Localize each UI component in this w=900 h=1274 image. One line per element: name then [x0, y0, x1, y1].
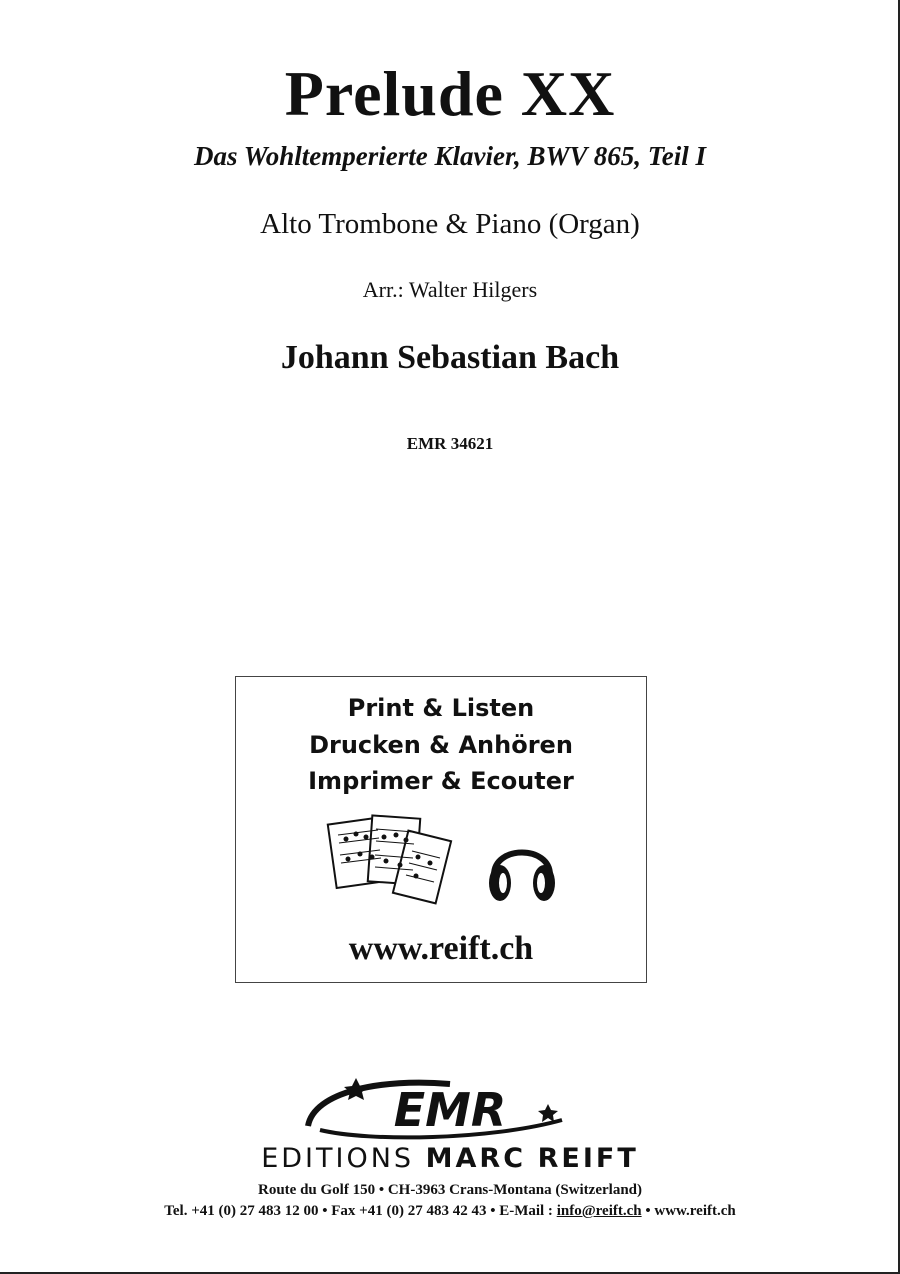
catalog-number: EMR 34621 [406, 434, 494, 453]
arranger: Arr.: Walter Hilgers [362, 277, 538, 302]
website-url[interactable]: www.reift.ch [348, 930, 534, 967]
promo-line-english: Print & Listen [347, 694, 535, 722]
publisher-address: Route du Golf 150 • CH-3963 Crans-Montana (Switzerland) [258, 1182, 642, 1198]
publisher-name-editions: EDITIONS [261, 1143, 415, 1174]
sheet-music-icon [326, 813, 456, 913]
score-subtitle: Das Wohltemperierte Klavier, BWV 865, Teil I [193, 141, 707, 171]
contact-website: • www.reift.ch [641, 1203, 736, 1219]
publisher-name [0, 1143, 900, 1175]
score-title: Prelude XX [284, 58, 616, 129]
publisher-contact [0, 1201, 900, 1221]
composer: Johann Sebastian Bach [280, 339, 620, 376]
contact-phone-fax: Tel. +41 (0) 27 483 12 00 • Fax +41 (0) 27 483 42 43 • E-Mail : [164, 1203, 557, 1219]
emr-logo-text: EMR [393, 1083, 507, 1137]
emr-logo [300, 1070, 580, 1150]
instrumentation: Alto Trombone & Piano (Organ) [260, 208, 640, 240]
email-link[interactable]: info@reift.ch [556, 1203, 642, 1219]
publisher-name-marc: MARC [425, 1143, 527, 1174]
promo-line-french: Imprimer & Ecouter [308, 767, 574, 795]
print-listen-box [235, 676, 647, 983]
publisher-name-reift: REIFT [537, 1143, 639, 1174]
promo-line-german: Drucken & Anhören [309, 731, 573, 759]
headphones-icon [484, 827, 560, 907]
